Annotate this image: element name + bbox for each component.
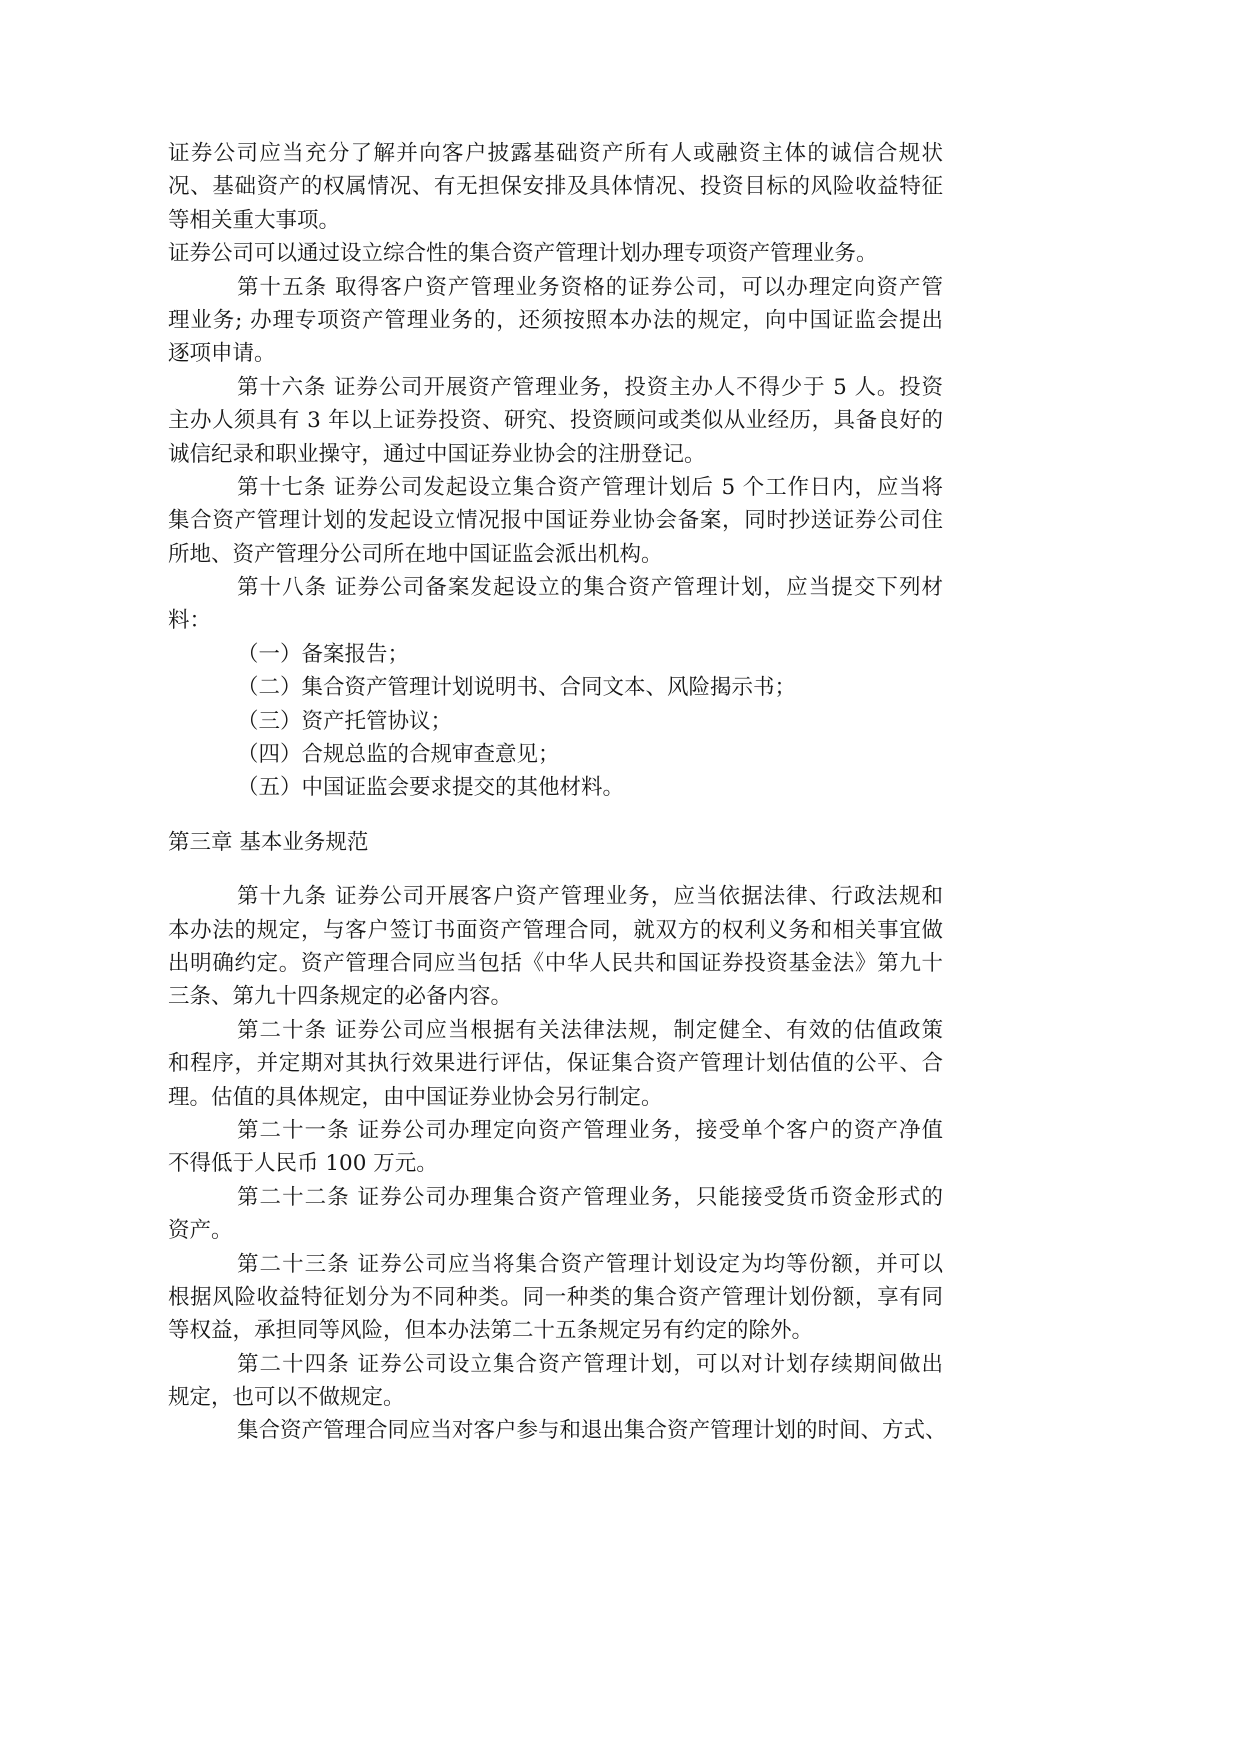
article-15 <box>168 271 943 371</box>
list-item-5 <box>168 771 943 804</box>
text-line: 集合资产管理计划的发起设立情况报中国证券业协会备案，同时抄送证券公司住 <box>168 508 943 534</box>
article-18 <box>168 571 943 638</box>
text-line: （二）集合资产管理计划说明书、合同文本、风险揭示书； <box>237 675 797 701</box>
text-line: 第二十四条 证券公司设立集合资产管理计划，可以对计划存续期间做出 <box>237 1351 943 1377</box>
text-line: 出明确约定。资产管理合同应当包括《中华人民共和国证券投资基金法》第九十 <box>168 950 943 976</box>
text-line: 第十六条 证券公司开展资产管理业务，投资主办人不得少于 5 人。投资 <box>237 374 943 400</box>
document-body <box>168 137 947 1448</box>
chapter-3-heading: 第三章 基本业务规范 <box>168 829 369 855</box>
text-line: 第二十二条 证券公司办理集合资产管理业务，只能接受货币资金形式的 <box>237 1184 943 1210</box>
text-line: 逐项申请。 <box>168 341 276 367</box>
list-item-3 <box>168 705 943 738</box>
text-line: 等相关重大事项。 <box>168 207 341 233</box>
text-line: （一）备案报告； <box>237 641 410 667</box>
article-16 <box>168 371 943 471</box>
paragraph-comprehensive-plan <box>168 237 943 270</box>
text-line: （三）资产托管协议； <box>237 708 453 734</box>
list-item-4 <box>168 738 943 771</box>
article-22 <box>168 1181 943 1248</box>
text-line: 第二十三条 证券公司应当将集合资产管理计划设定为均等份额，并可以 <box>237 1251 943 1277</box>
article-23 <box>168 1248 943 1348</box>
text-line: 理业务; 办理专项资产管理业务的，还须按照本办法的规定，向中国证监会提出 <box>168 307 943 333</box>
text-line: 第二十一条 证券公司办理定向资产管理业务，接受单个客户的资产净值 <box>237 1117 943 1143</box>
paragraph-contract-terms <box>168 1414 947 1447</box>
text-line: （四）合规总监的合规审查意见； <box>237 742 560 768</box>
text-line: 集合资产管理合同应当对客户参与和退出集合资产管理计划的时间、方式、 <box>237 1418 947 1444</box>
text-line: 和程序，并定期对其执行效果进行评估，保证集合资产管理计划估值的公平、合 <box>168 1051 943 1077</box>
article-24 <box>168 1348 943 1415</box>
text-line: 料： <box>168 608 212 634</box>
article-17 <box>168 471 943 571</box>
article-21 <box>168 1114 943 1181</box>
article-20 <box>168 1014 943 1114</box>
list-item-2 <box>168 671 943 704</box>
text-line: 第十九条 证券公司开展客户资产管理业务，应当依据法律、行政法规和 <box>237 884 943 910</box>
text-line: 况、基础资产的权属情况、有无担保安排及具体情况、投资目标的风险收益特征 <box>168 174 943 200</box>
text-line: 第十七条 证券公司发起设立集合资产管理计划后 5 个工作日内，应当将 <box>237 474 943 500</box>
text-line: 证券公司可以通过设立综合性的集合资产管理计划办理专项资产管理业务。 <box>168 241 878 267</box>
text-line: 三条、第九十四条规定的必备内容。 <box>168 984 513 1010</box>
text-line: 等权益，承担同等风险，但本办法第二十五条规定另有约定的除外。 <box>168 1318 814 1344</box>
text-line: 资产。 <box>168 1218 233 1244</box>
text-line: 主办人须具有 3 年以上证券投资、研究、投资顾问或类似从业经历，具备良好的 <box>168 408 943 434</box>
text-line: 本办法的规定，与客户签订书面资产管理合同，就双方的权利义务和相关事宜做 <box>168 917 943 943</box>
text-line: 诚信纪录和职业操守，通过中国证券业协会的注册登记。 <box>168 441 706 467</box>
text-line: 第十八条 证券公司备案发起设立的集合资产管理计划，应当提交下列材 <box>237 575 943 601</box>
text-line: 第二十条 证券公司应当根据有关法律法规，制定健全、有效的估值政策 <box>237 1017 943 1043</box>
article-19 <box>168 880 943 1014</box>
list-item-1 <box>168 638 943 671</box>
text-line: 不得低于人民币 100 万元。 <box>168 1151 438 1177</box>
text-line: 第十五条 取得客户资产管理业务资格的证券公司，可以办理定向资产管 <box>237 274 943 300</box>
text-line: 证券公司应当充分了解并向客户披露基础资产所有人或融资主体的诚信合规状 <box>168 141 943 166</box>
text-line: 规定，也可以不做规定。 <box>168 1385 405 1411</box>
paragraph-continued <box>168 137 943 237</box>
text-line: 理。估值的具体规定，由中国证券业协会另行制定。 <box>168 1084 663 1110</box>
text-line: 所地、资产管理分公司所在地中国证监会派出机构。 <box>168 541 663 567</box>
text-line: （五）中国证监会要求提交的其他材料。 <box>237 775 625 801</box>
text-line: 根据风险收益特征划分为不同种类。同一种类的集合资产管理计划份额，享有同 <box>168 1284 943 1310</box>
